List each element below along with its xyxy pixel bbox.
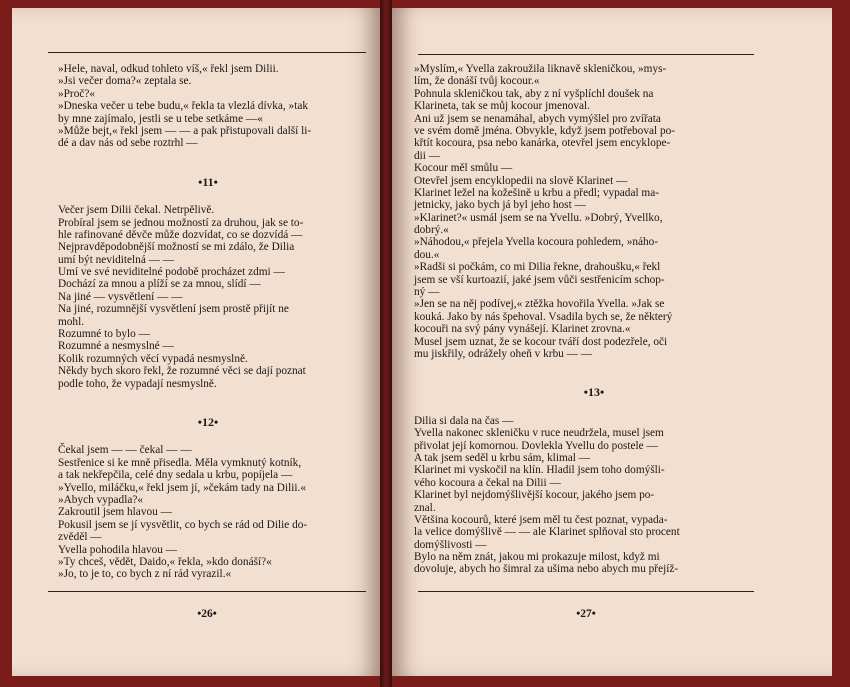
text-line: lím, že donáší tvůj kocour.« <box>414 75 540 88</box>
text-line: A tak jsem seděl u krbu sám, klimal — <box>414 451 591 464</box>
left-page-text <box>58 63 358 581</box>
text-line: Sestřenice si ke mně přisedla. Měla vymknutý kotník, <box>58 456 302 469</box>
page-number-left: •26• <box>197 608 217 620</box>
text-line: mohl. <box>58 315 85 328</box>
text-line: Rozumné to bylo — <box>58 328 150 341</box>
text-line: »Dneska večer u tebe budu,« řekla ta vlezlá dívka, »tak <box>58 100 308 113</box>
footer-rule <box>48 591 366 592</box>
text-line: Umí ve své neviditelné podobě procházet zdmi — <box>58 266 285 279</box>
text-line: ve svém domě jména. Obvykle, když jsem potřeboval po- <box>414 124 676 137</box>
text-line: podle toho, že vypadají nesmyslně. <box>58 377 217 390</box>
text-line: Dilia si dala na čas — <box>414 414 514 427</box>
text-line: »Yvello, miláčku,« řekl jsem jí, »čekám tady na Dilii.« <box>58 481 306 494</box>
text-line: »Proč?« <box>58 87 96 100</box>
text-line: Pokusil jsem se jí vysvětlit, co bych se rád od Dilie do- <box>58 518 308 531</box>
text-line: »Jsi večer doma?« zeptala se. <box>58 75 192 88</box>
text-line: »Abych vypadla?« <box>58 493 144 506</box>
text-line: Kolik rozumných věcí vypadá nesmyslně. <box>58 352 248 365</box>
text-line: a tak nekřepčila, celé dny sedala u krbu, popíjela — <box>58 469 293 482</box>
text-line: jetnicky, jako bych já byl jeho host — <box>414 199 586 212</box>
text-line: ný — <box>414 286 440 299</box>
text-line: »Náhodou,« přejela Yvella kocoura pohledem, »náho- <box>414 236 659 249</box>
left-page <box>12 8 380 676</box>
text-line: hle rafinované děvče může dozvídat, co se dozvídá — <box>58 228 303 241</box>
text-line: Klarinet mi vyskočil na klín. Hladil jsem toho domýšli- <box>414 464 665 477</box>
text-line: dobrý.« <box>414 224 449 237</box>
text-line: Dochází za mnou a plíží se za mnou, slídí — <box>58 278 261 291</box>
text-line: Yvella pohodila hlavou — <box>58 543 178 556</box>
page-number-right: •27• <box>576 608 596 620</box>
text-line: přivolat její komornou. Dovlekla Yvellu do postele — <box>414 439 658 452</box>
text-line: Klarineta, tak se můj kocour jmenoval. <box>414 100 590 113</box>
header-rule <box>418 54 754 55</box>
text-line: Klarinet ležel na kožešině u krbu a předl; vypadal ma- <box>414 186 659 199</box>
text-line: »Myslím,« Yvella zakroužila liknavě skleničkou, »mys- <box>414 63 667 75</box>
text-line: Yvella nakonec skleničku v ruce neudržela, musel jsem <box>414 427 664 440</box>
text-line: Probíral jsem se jednou možností za druhou, jak se to- <box>58 216 304 229</box>
text-line: »Jo, to je to, co bych z ní rád vyrazil.« <box>58 568 232 581</box>
text-line: Ani už jsem se nenamáhal, abych vymýšlel pro zvířata <box>414 112 661 125</box>
text-line: »Jen se na něj podívej,« ztěžka hovořila Yvella. »Jak se <box>414 298 665 311</box>
header-rule <box>48 52 366 53</box>
text-line: Čekal jsem — — čekal — — <box>58 444 192 457</box>
text-line: křtít kocoura, psa nebo kanárka, otevřel jsem encyklope- <box>414 137 671 150</box>
text-line: Na jiné, rozumnější vysvětlení jsem prostě přijít ne <box>58 303 289 316</box>
text-line: by mne zajímalo, jestli se u tebe setkáme —« <box>58 112 263 125</box>
text-line: kouká. Jako by nás špehoval. Vsadila bych se, že některý <box>414 310 673 323</box>
text-line: jsem se vší kurtoazií, jaké jsem vůči sestřenicím schop- <box>414 273 665 286</box>
chapter-number: •11• <box>198 174 218 189</box>
text-line: vého kocoura a čekal na Dilii — <box>414 476 561 489</box>
text-line: Otevřel jsem encyklopedii na slově Klarinet — <box>414 174 628 187</box>
text-line: umí být neviditelná — — <box>58 253 175 266</box>
text-line: mu jiskřily, odrážely oheň v krbu — — <box>414 347 593 360</box>
text-line: znal. <box>414 501 436 514</box>
text-line: »Klarinet?« usmál jsem se na Yvellu. »Dobrý, Yvellko, <box>414 211 663 224</box>
text-line: domýšlivosti — <box>414 538 487 551</box>
text-line: dou.« <box>414 248 440 261</box>
text-line: kocouři na svý pány vynášejí. Klarinet zrovna.« <box>414 323 631 336</box>
text-line: Většina kocourů, které jsem měl tu čest poznat, vypada- <box>414 513 668 526</box>
text-line: »Může bejt,« řekl jsem — — a pak přistupovali další li- <box>58 124 312 137</box>
text-line: Na jiné — vysvětlení — — <box>58 290 183 303</box>
text-line: Zakroutil jsem hlavou — <box>58 506 172 519</box>
text-line: Musel jsem uznat, že se kocour tváří dost podezřele, oči <box>414 335 668 348</box>
text-line: dovoluje, abych ho šimral za ušima nebo abych mu přejíž- <box>414 563 679 576</box>
chapter-number: •12• <box>197 414 219 429</box>
text-line: »Hele, naval, odkud tohleto víš,« řekl jsem Dilii. <box>58 63 279 75</box>
book-gutter <box>380 0 392 687</box>
text-line: Někdy bych skoro řekl, že rozumné věci se dají poznat <box>58 365 306 378</box>
text-line: »Radši si počkám, co mi Dilia řekne, drahoušku,« řekl <box>414 261 661 274</box>
text-line: la velice domýšlivě — — ale Klarinet splňoval sto procent <box>414 526 680 539</box>
text-line: Pohnula skleničkou tak, aby z ní vyšplíchl doušek na <box>414 87 654 100</box>
text-line: Nejpravděpodobnější možností se mi zdálo, že Dilia <box>58 241 295 254</box>
footer-rule <box>418 591 754 592</box>
text-line: dii — <box>414 149 441 162</box>
text-line: Kocour měl smůlu — <box>414 162 513 175</box>
text-line: Večer jsem Dilii čekal. Netrpělivě. <box>58 204 215 217</box>
text-line: »Ty chceš, vědět, Daido,« řekla, »kdo donáší?« <box>58 555 272 568</box>
text-line: Rozumné a nesmyslné — <box>58 340 174 353</box>
text-line: Klarinet byl nejdomýšlivější kocour, jakého jsem po- <box>414 489 655 502</box>
text-line: Bylo na něm znát, jakou mi prokazuje milost, když mi <box>414 551 660 564</box>
right-page <box>392 8 832 676</box>
text-line: dé a dav nás od sebe roztrhl — <box>58 137 198 150</box>
chapter-number: •13• <box>583 385 605 400</box>
right-page-text <box>414 63 774 576</box>
text-line: zvěděl — <box>58 531 102 544</box>
